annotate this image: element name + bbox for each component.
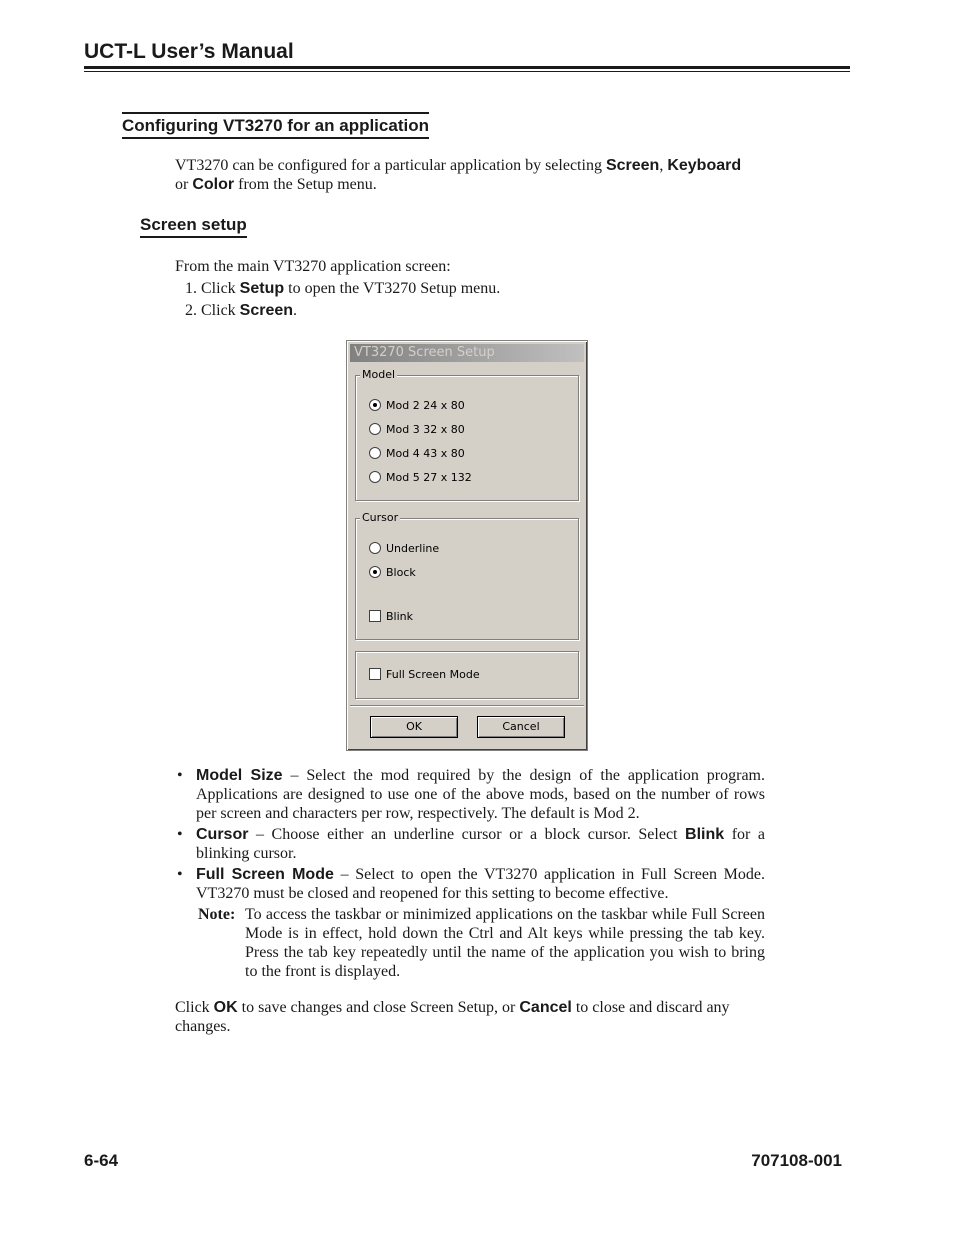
intro-text-1: VT3270 can be configured for a particular application by selecting	[175, 157, 606, 174]
note-block	[175, 905, 765, 981]
radio-selected-icon[interactable]	[369, 399, 381, 411]
closing-paragraph	[175, 998, 765, 1036]
cursor-option-label: Underline	[386, 542, 440, 555]
bullet-list	[175, 766, 765, 981]
ok-button[interactable]: OK	[370, 716, 458, 738]
dialog-titlebar: VT3270 Screen Setup	[350, 344, 584, 362]
radio-selected-icon[interactable]	[369, 566, 381, 578]
bullet-text: – Select the mod required by the design of the application program. Applications are designed to use one of the above mods, based on the number of rows per screen and characters per row, respectively. The default is Mod 2.	[196, 767, 765, 822]
section-heading: Configuring VT3270 for an application	[122, 112, 429, 139]
step-text: to open the VT3270 Setup menu.	[284, 280, 501, 297]
subsection-heading: Screen setup	[140, 215, 247, 238]
radio-icon[interactable]	[369, 471, 381, 483]
step-number: 1.	[185, 280, 197, 297]
steps-block	[175, 256, 500, 322]
list-item	[175, 865, 765, 903]
bullet-term: Full Screen Mode	[196, 866, 334, 883]
model-option-mod4[interactable]	[369, 447, 465, 461]
model-option-mod2[interactable]	[369, 399, 465, 413]
closing-text: Click	[175, 999, 214, 1016]
manual-title: UCT-L User’s Manual	[84, 40, 294, 63]
model-option-label: Mod 5 27 x 132	[386, 471, 472, 484]
cursor-option-label: Block	[386, 566, 416, 579]
header-rule-thick	[84, 66, 850, 69]
radio-icon[interactable]	[369, 447, 381, 459]
intro-comma: ,	[659, 157, 668, 174]
note-label: Note:	[198, 906, 236, 923]
document-number: 707108-001	[751, 1151, 842, 1170]
bullet-dot: •	[177, 826, 183, 843]
blink-label: Blink	[386, 610, 414, 623]
screen-setup-dialog	[346, 340, 588, 751]
fullscreen-label: Full Screen Mode	[386, 668, 480, 681]
bullet-term: Model Size	[196, 767, 283, 784]
page-number: 6-64	[84, 1151, 119, 1170]
blink-checkbox[interactable]	[369, 610, 413, 624]
closing-cancel: Cancel	[519, 999, 572, 1016]
radio-icon[interactable]	[369, 542, 381, 554]
intro-color: Color	[192, 176, 235, 193]
step-text: Click	[201, 280, 240, 297]
note-text: To access the taskbar or minimized applications on the taskbar while Full Screen Mode is in effect, hold down the Ctrl and Alt keys while pressing the tab key. Press the tab key repeatedly until the name of the application you wish to bring to the front is displayed.	[245, 906, 765, 980]
cursor-groupbox	[355, 511, 579, 640]
intro-screen: Screen	[605, 157, 660, 174]
model-option-mod3[interactable]	[369, 423, 465, 437]
intro-paragraph	[175, 156, 765, 194]
model-option-label: Mod 2 24 x 80	[386, 399, 465, 412]
intro-keyboard: Keyboard	[667, 157, 742, 174]
cursor-option-underline[interactable]	[369, 542, 439, 556]
bullet-term-inline: Blink	[685, 826, 725, 843]
radio-icon[interactable]	[369, 423, 381, 435]
step-bold: Screen	[239, 302, 294, 319]
checkbox-icon[interactable]	[369, 610, 381, 622]
header-rule-thin	[84, 71, 850, 72]
list-item	[175, 825, 765, 863]
bullet-dot: •	[177, 866, 183, 883]
closing-ok: OK	[213, 999, 238, 1016]
list-item	[175, 766, 765, 823]
steps-lead: From the main VT3270 application screen:	[175, 258, 451, 275]
bullet-text: – Choose either an underline cursor or a block cursor. Select	[248, 826, 686, 843]
cancel-button[interactable]: Cancel	[477, 716, 565, 738]
step-number: 2.	[185, 302, 197, 319]
closing-text: to close and discard any changes.	[175, 999, 730, 1035]
step-bold: Setup	[239, 280, 285, 297]
closing-text: to save changes and close Screen Setup, or	[237, 999, 520, 1016]
model-option-label: Mod 4 43 x 80	[386, 447, 465, 460]
cursor-legend: Cursor	[362, 511, 399, 524]
model-option-label: Mod 3 32 x 80	[386, 423, 465, 436]
step-item	[175, 300, 500, 322]
fullscreen-groupbox	[355, 651, 579, 699]
bullet-term: Cursor	[196, 826, 249, 843]
intro-text-2: or	[175, 176, 193, 193]
bullet-text: for a blinking cursor.	[196, 826, 765, 862]
model-option-mod5[interactable]	[369, 471, 472, 485]
step-item	[175, 278, 500, 300]
step-text: Click	[201, 302, 240, 319]
model-groupbox	[355, 368, 579, 501]
bullet-text: – Select to open the VT3270 application in Full Screen Mode. VT3270 must be closed and reopened for this setting to become effective.	[196, 866, 766, 902]
cursor-option-block[interactable]	[369, 566, 416, 580]
model-legend: Model	[362, 368, 396, 381]
bullet-dot: •	[177, 767, 183, 784]
dialog-separator	[350, 705, 584, 707]
step-text: .	[293, 302, 298, 319]
intro-text-3: from the Setup menu.	[234, 176, 377, 193]
fullscreen-checkbox[interactable]	[369, 668, 480, 682]
checkbox-icon[interactable]	[369, 668, 381, 680]
